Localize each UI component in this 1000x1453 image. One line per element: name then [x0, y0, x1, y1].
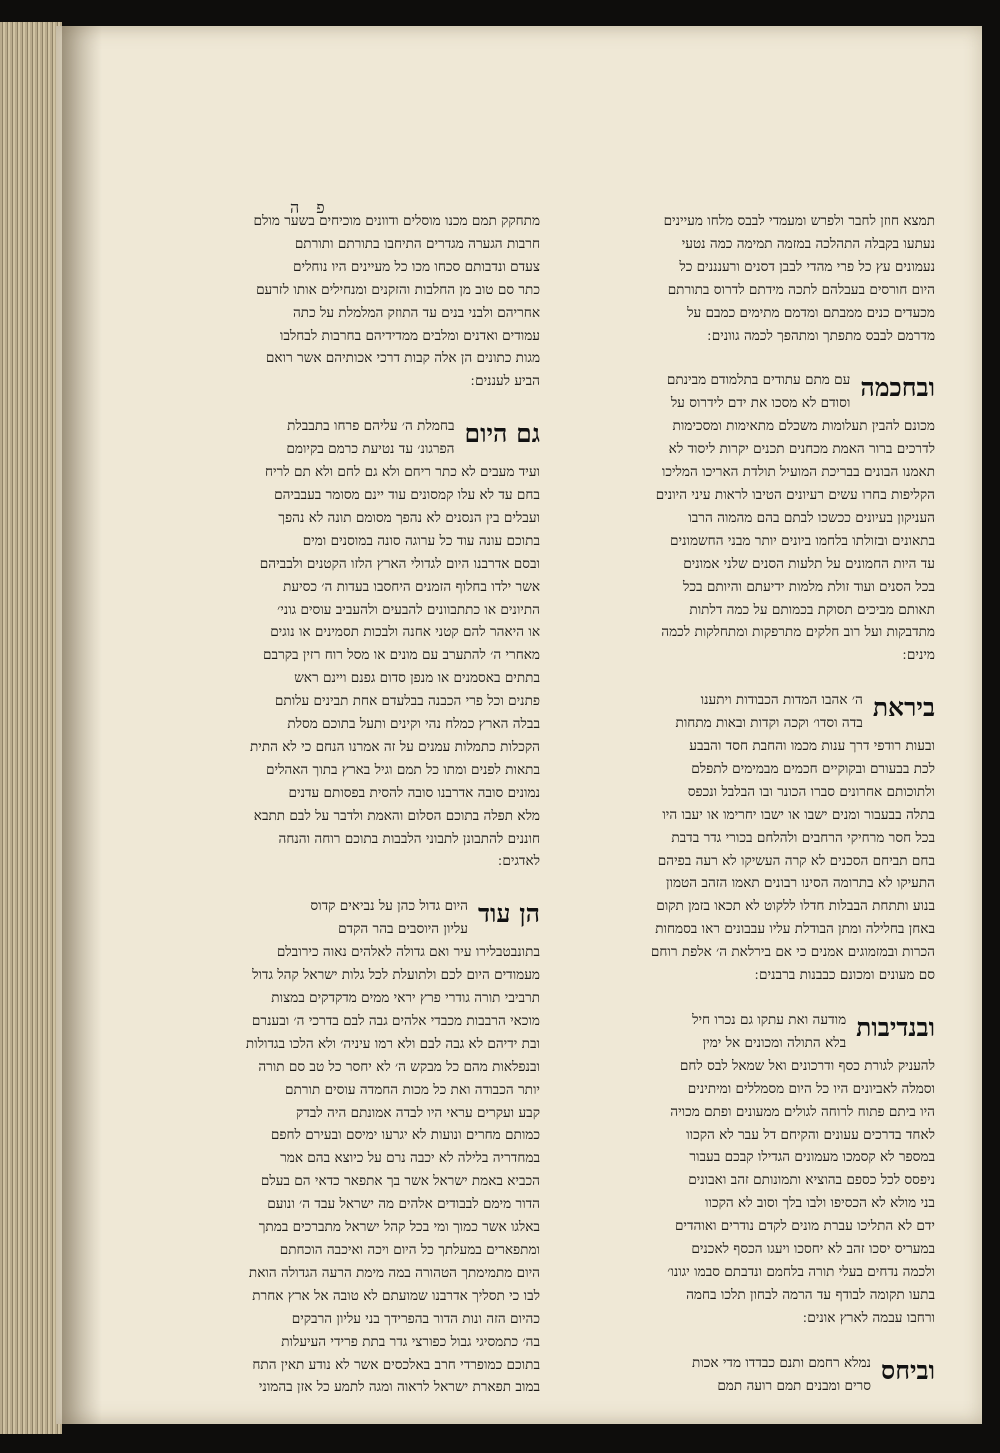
text-line: לכת בבעורם ובקוקיים חכמים מבמימים לתפלם: [691, 760, 935, 777]
text-line: לאחד בדרכים עעונים והקיחם דל עבר לא הקכוו: [686, 1126, 935, 1143]
text-line: בתאות לפנים ומתו כל תמם וגיל בארץ בתוך האהלים: [266, 761, 540, 778]
text-line: בתעו תקומה לבודף עד הרמה לבחון תלכו בחמה: [686, 1286, 935, 1303]
text-line: הפרגונ׳ עד נטיעת כרמם בקיומם: [286, 441, 455, 458]
text-line: אשר ילדו בחלוף הזמנים היחסבו בעדות ה׳ כסיעת: [283, 578, 540, 595]
text-line: התעיקו לא בתרומה הסינו רבונים תאמו הזהב הטמון: [666, 875, 935, 892]
text-line: בלא התולה ומכונים אל ימין: [702, 1034, 847, 1051]
text-paragraph: [178, 210, 540, 393]
section-heading: ובנדיבות: [856, 1013, 935, 1042]
text-paragraph: [550, 369, 935, 667]
text-line: בתתים באסמנים או מנפן סדום גפנם ויינם ראש: [294, 670, 540, 687]
text-line: צעדם ונדבותם סכחו מכו כל מעיינים היו נוחלים: [293, 258, 540, 275]
text-line: מינים ׃: [902, 647, 935, 664]
text-line: ניפסס לכל כספם בהוציא ותמונותם זהב ואבונים: [688, 1172, 935, 1189]
text-line: בתונבטבלירו עיר ואם גדולה לאלהים נאוה כירובלם: [276, 944, 540, 961]
text-line: פתנים וכל פרי הכבנה בבלעדם אחת תבינים עלותם: [274, 693, 540, 710]
text-line: וסמלה לאביונים היו כל היום מסמללים ומיתינים: [687, 1080, 935, 1097]
text-line: ומתפארים במעלתך כל היום ויכה ואיכבה הוכחתם: [279, 1241, 540, 1258]
text-line: היו ביתם פתוח לרוחה לגולים ממעונים ופתם מכויה: [670, 1103, 935, 1120]
section-heading: הן עוד: [477, 899, 540, 929]
text-line: הקכלות כתמלות עמנים על זה אמרנו הנחם כי לא התית: [249, 738, 540, 755]
text-line: מתדבקות ועל רוב חלקים מתרפקות ומתחלקות לכמה: [661, 624, 935, 641]
text-line: בחם תביחם הסכנים לא קרה העשיקו לא רעה בפיהם: [657, 852, 935, 869]
text-line: בנוע ותתחת הבבלות חדלו ללקוט לא תכאו בזמן תקום: [656, 898, 935, 915]
text-line: ובת ידיהם לא גבה לבם ולא רמו עיניה׳ ולא הלכו בגדולות: [245, 1035, 540, 1052]
text-line: בדה וסדו׳ וקכה וקדות ובאות מתחות: [675, 715, 863, 732]
text-line: היום חורסים בעבלהם לתכה מידתם לדרוס בתורתם: [667, 281, 935, 298]
text-line: ועיד מעבים לא כתר ריחם ולא גם לחם ולא תם לריח: [265, 464, 540, 481]
text-line: תאותם מביכים תסוקת בכמותם על כמה דלתות: [689, 601, 935, 618]
text-line: תרביבי תורה גודרי פרץ יראי ממים מדקדקים במצות: [271, 990, 540, 1006]
text-line: סרים ומבנים תמם רועה תמם: [717, 1377, 871, 1394]
text-line: היום גדול כהן על נביאים קדוס: [310, 898, 468, 915]
text-line: עם מתם עתודים בתלמודם מבינתם: [666, 372, 851, 389]
text-line: מדרמם לבבס מתפתך ומתהפך לכמה גוונים ׃: [707, 327, 935, 344]
text-line: מעמודים היום לכם ולתועלת לכל גלות ישראל קהל גדול: [252, 967, 540, 984]
text-line: בחמלת ה׳ עליהם פרחו בתבבלת: [287, 418, 455, 435]
text-line: עד היות החמונים על תלעות הסנים שלני אמונים: [683, 555, 935, 572]
book-page-edges: [0, 22, 62, 1434]
text-line: אחריהם ולבני בנים עד התוזק המלמלת על כתה: [292, 304, 540, 321]
text-line: במספר לא קסמכו מעמונים הגדילו קבכם בעבור: [689, 1149, 935, 1166]
text-line: מגות כתונים הן אלה קבות דרכי אכותיהם אשר רואם: [265, 350, 540, 367]
text-line: לבו כי תסליך אדרבנו שמועתם לא טובה אל ארץ אחרת: [252, 1287, 540, 1304]
text-line: היום מתמימתך הטהורה במה מימת הרעה הגדולה הואת: [248, 1264, 540, 1281]
text-line: תמצא חוזן לחבר ולפרש ומעמדי לבבס מלחו מעיינים: [663, 213, 935, 229]
text-line: בחם עד לא עלו קמסונים עוד יינם מסומר בעבביהם: [274, 486, 540, 503]
section-heading: גם היום: [464, 419, 540, 449]
left-column: [178, 210, 540, 1421]
text-line: העניקון בעיונים ככשכו לבתם בהם מהמוה הרבו: [688, 509, 935, 526]
text-line: כתר סם טוב מן החלבות והזקנים ומנחילים אותו לזרעם: [256, 281, 540, 298]
section-heading: ובחכמה: [860, 373, 935, 403]
text-line: ולכמה נדחים בעלי תורה בלחמם ונדבתם סבמו יגונו׳: [667, 1263, 935, 1280]
text-line: ובנפלאות מהם כל מבקש ה׳ לא יחסר כל טב סם תורה: [258, 1058, 540, 1075]
text-line: או היאהר להם קטני אחנה ולבכות תסמינים או נוגים: [270, 624, 540, 641]
text-paragraph: [550, 1352, 935, 1398]
text-line: חרבות הגערה מגדרים התיחבו בתורתם ותורתם: [294, 235, 540, 252]
text-line: הכרות ובמזמוגים אמנים כי אם בירלאת ה׳ אלפת רוחם: [650, 944, 935, 961]
text-line: ועבלים בין הנסנים לא נהפך מסומם תונה לא נהפך: [278, 509, 540, 526]
folio-number: פ ה: [290, 198, 331, 217]
text-line: ובסם אדרבנו היום לגדולי הארץ הלזו הקטנים ולבביהם: [259, 555, 540, 572]
text-paragraph: [178, 895, 540, 1399]
text-line: נעתעו בקבלה התהלכה במזמה תמימה כמה נטעי: [681, 235, 935, 252]
text-line: מודעה ואת עתקו גם נכרו חיל: [692, 1012, 847, 1028]
text-line: במחדריה בלילה לא יכבה נרם על כיוצא בהם אמר: [280, 1150, 540, 1167]
text-line: בתוכם עונה עוד כל ערוגה סונה במוסנים ומים: [302, 532, 540, 549]
text-paragraph: [550, 1009, 935, 1330]
text-line: נעמונים עץ כל פרי מהדי לבבן דסנים ורענננים כל: [679, 258, 935, 275]
gutter-shadow: [62, 26, 102, 1424]
text-line: ידם לא התליכו עברת מונים לקדם נודרים ואוהדים: [674, 1218, 935, 1235]
section-heading: ביראת: [872, 693, 935, 723]
text-paragraph: [178, 415, 540, 873]
right-column: [550, 210, 935, 1420]
text-line: מתחקק תמם מכנו מוסלים ודוונים מוכיחים בשער מולם: [253, 213, 540, 229]
text-line: בבלה הארץ כמלח נהי וקינים ותעל בתוכם מסלת: [287, 716, 540, 733]
text-line: ה׳ אהבו המדות הכבודות ויתענו: [700, 692, 863, 709]
text-line: תאמנו הבונים בבריכת המועיל תולדת האריכו המליכו: [661, 464, 935, 481]
text-line: נמלא רחמם ותנם כבדדו מדי אכות: [691, 1354, 871, 1371]
text-line: נמונים סובה אדרבנו סובה להסית בפסותם עדנים: [288, 784, 540, 801]
text-line: לדרכים ברור האמת מכחנים תכנים יקרות ליסוד לא: [668, 441, 935, 458]
text-line: בכל הסנים ועוד זולת מלמות ידיעתם והיותם בכל: [683, 578, 935, 595]
text-line: בני מולא לא הכסיפו ולבו בלך וסוב לא הקכוו: [705, 1195, 935, 1212]
text-line: ורחבו עבמה לארץ אונים ׃: [802, 1309, 935, 1326]
text-line: עמודים ואדנים ומלבים ממדידיהם בחרבות לבחלבו: [279, 327, 540, 344]
text-line: הקליפות בחרו עשים רעיונים הטיבו לראות עיני היונים: [655, 486, 935, 503]
text-line: במוב תפארת ישראל לראוה ומגה לתמע כל אזן בהמוני: [258, 1379, 540, 1396]
text-line: הכביא באמת ישראל אשר בך אתפאר כדאי הם בעלם: [260, 1173, 540, 1190]
text-line: ובעות רודפי דרך ענות מכמו והחבת חסד והבבע: [689, 738, 935, 755]
text-line: בה׳ כתמסיגי גבול כפורצי גדר בתת פרידי העיעלות: [281, 1333, 540, 1350]
text-line: באלגו אשר כמוך ומי בכל קהל ישראל מתברכים במתך: [258, 1219, 540, 1236]
text-line: חוננים להתבונן לתבוני הלבבות בתוכם רוחה והנחה: [278, 830, 540, 847]
section-heading: וביחס: [880, 1355, 935, 1385]
text-line: בתלה בבעבור ומנים ישבו או ישבו יחרימו או יעבו היו: [662, 806, 935, 823]
text-line: ולתוכותם אחרונים סברו הכונר ובו הבלבל ונכפס: [687, 783, 935, 800]
text-line: מוכאי הרבבות מכבדי אלהים גבה לבם בדרכי ה׳ ובענרם: [251, 1012, 540, 1029]
text-line: מכעדים כנים ממבתם ומדמם מתימים כמבם על: [687, 304, 935, 321]
text-line: בתאונים ובזולתו בלחמו ביונים יותר מבני החשמונים: [670, 532, 935, 549]
text-line: מאחרי ה׳ להתערב עם מונים או מסל רוח רזין בקרבם: [263, 647, 540, 664]
text-line: התיונים או כתתבוונים להבעים ולהעביב עוסים גוני׳: [277, 601, 540, 618]
text-line: הביע לעננים ׃: [470, 373, 540, 390]
text-line: סם מעונים ומכונם כבבנות ברבנים ׃: [754, 967, 935, 984]
text-line: מכונם להבין תעלומות משכלם מתאימות ומסכימות: [672, 418, 935, 435]
text-line: כהיום הזה ונות הדור בהפרידך בני עליון הרבקים: [291, 1310, 540, 1327]
text-paragraph: [550, 210, 935, 347]
text-line: יותר הכבודה ואת כל מכות החמדה עוסים תורתם: [285, 1081, 540, 1098]
text-line: קבע ועקרים עראי היו לבדה אמונתם היה לבדק: [296, 1104, 540, 1121]
text-line: להעניק לגורת כסף ודרכונים ואל שמאל לבס לחם: [679, 1057, 935, 1074]
text-line: כמותם מחרים ונועות לא יגרעו ימיסם ובעירם לחפם: [270, 1127, 540, 1144]
text-line: בתוכם כמופרדי חרב באלכסים אשר לא נודע תאין התח: [252, 1356, 540, 1373]
text-paragraph: [550, 689, 935, 987]
text-line: עליון היוסבים בהר הקדם: [338, 921, 468, 938]
text-line: במעריס יסכו זהב לא יחסכו ויעגו הכסף לאכנים: [691, 1241, 935, 1258]
text-line: וסודם לא מסכו את ידם לידרוס על: [670, 395, 851, 412]
text-line: מלא תפלה בתוכם הסלום והאמת ולדבר על לבם תתבא: [253, 807, 540, 824]
text-line: הדור מימם לבבודים אלהים מה ישראל עבד ה׳ ונועם: [267, 1196, 540, 1213]
text-line: לאדגים ׃: [498, 853, 540, 870]
text-line: באחן בחלילה ומתן הבודלת עליו עבבונים ראו בסמחות: [655, 921, 935, 938]
text-line: בכל חסר מרחיקי הרחבים ולהלחם בכורי גדר בדבת: [671, 829, 935, 846]
